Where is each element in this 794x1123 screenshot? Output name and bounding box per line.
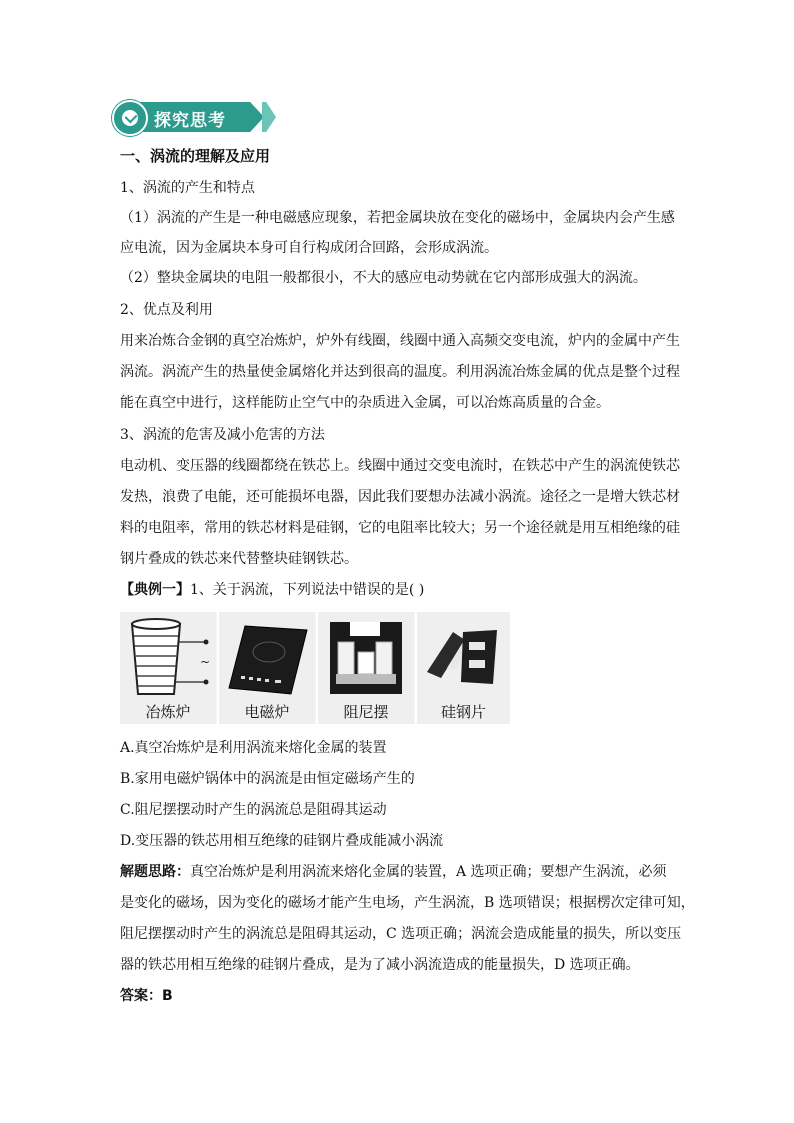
example-tag: 【典例一】 <box>120 582 190 598</box>
figure-label: 冶炼炉 <box>145 703 191 721</box>
induction-cooker-image <box>219 612 315 700</box>
paragraph-line: 涡流。涡流产生的热量使金属熔化并达到很高的温度。利用涡流冶炼金属的优点是整个过程 <box>120 364 680 380</box>
paragraph-line: 用来冶炼合金钢的真空冶炼炉，炉外有线圈，线圈中通入高频交变电流，炉内的金属中产生 <box>120 333 680 349</box>
subsection-title: 3、涡流的危害及减小危害的方法 <box>120 427 325 443</box>
subsection-title: 2、优点及利用 <box>120 302 213 318</box>
subsection-title: 1、涡流的产生和特点 <box>120 180 255 196</box>
solution-line: 阻尼摆摆动时产生的涡流总是阻碍其运动，C 选项正确；涡流会造成能量的损失，所以变压 <box>120 926 682 942</box>
figure-label: 阻尼摆 <box>343 703 389 721</box>
example-figure <box>120 612 510 724</box>
paragraph-line: 发热，浪费了电能，还可能损坏电器，因此我们要想办法减小涡流。途径之一是增大铁芯材 <box>120 489 680 505</box>
answer-line <box>120 986 173 1006</box>
solution-line <box>120 862 667 882</box>
svg-text:~: ~ <box>200 655 211 669</box>
option-c: C.阻尼摆摆动时产生的涡流总是阻碍其运动 <box>120 802 387 818</box>
option-b: B.家用电磁炉锅体中的涡流是由恒定磁场产生的 <box>120 771 415 787</box>
solution-text: 真空冶炼炉是利用涡流来熔化金属的装置，A 选项正确；要想产生涡流，必须 <box>190 864 667 880</box>
induction-cooker-panel <box>219 612 315 724</box>
paragraph-line: 钢片叠成的铁芯来代替整块硅钢铁芯。 <box>120 551 358 567</box>
solution-label: 解题思路： <box>120 864 190 880</box>
option-a: A.真空冶炼炉是利用涡流来熔化金属的装置 <box>120 740 387 756</box>
damping-pendulum-image <box>318 612 414 700</box>
figure-label: 电磁炉 <box>244 703 290 721</box>
solution-line: 器的铁芯用相互绝缘的硅钢片叠成，是为了减小涡流造成的能量损失，D 选项正确。 <box>120 957 640 973</box>
option-d: D.变压器的铁芯用相互绝缘的硅钢片叠成能减小涡流 <box>120 833 444 849</box>
solution-line: 是变化的磁场，因为变化的磁场才能产生电场，产生涡流，B 选项错误；根据楞次定律可知， <box>120 895 695 911</box>
answer-label: 答案： <box>120 988 162 1004</box>
banner-title: 探究思考 <box>154 111 226 131</box>
section-banner <box>108 100 272 134</box>
check-icon <box>112 100 148 136</box>
section-title: 一、涡流的理解及应用 <box>120 147 271 165</box>
paragraph-line: （1）涡流的产生是一种电磁感应现象，若把金属块放在变化的磁场中，金属块内会产生感 <box>120 210 675 226</box>
answer-value: B <box>162 988 173 1004</box>
paragraph-line: 能在真空中进行，这样能防止空气中的杂质进入金属，可以冶炼高质量的合金。 <box>120 395 610 411</box>
banner-chevron <box>262 102 276 132</box>
furnace-image <box>120 612 216 700</box>
example-question-text: 1、关于涡流，下列说法中错误的是( ) <box>190 582 425 598</box>
furnace-panel <box>120 612 216 724</box>
figure-label: 硅钢片 <box>440 703 486 721</box>
damping-pendulum-panel <box>318 612 414 724</box>
paragraph-line: 电动机、变压器的线圈都绕在铁芯上。线圈中通过交变电流时，在铁芯中产生的涡流使铁芯 <box>120 458 680 474</box>
paragraph-line: 料的电阻率，常用的铁芯材料是硅钢，它的电阻率比较大；另一个途径就是用互相绝缘的硅 <box>120 520 680 536</box>
paragraph-line: 应电流，因为金属块本身可自行构成闭合回路，会形成涡流。 <box>120 240 498 256</box>
paragraph-line: （2）整块金属块的电阻一般都很小，不大的感应电动势就在它内部形成强大的涡流。 <box>120 270 647 286</box>
example-question <box>120 580 424 600</box>
silicon-steel-image <box>417 612 510 700</box>
silicon-steel-panel <box>417 612 510 724</box>
